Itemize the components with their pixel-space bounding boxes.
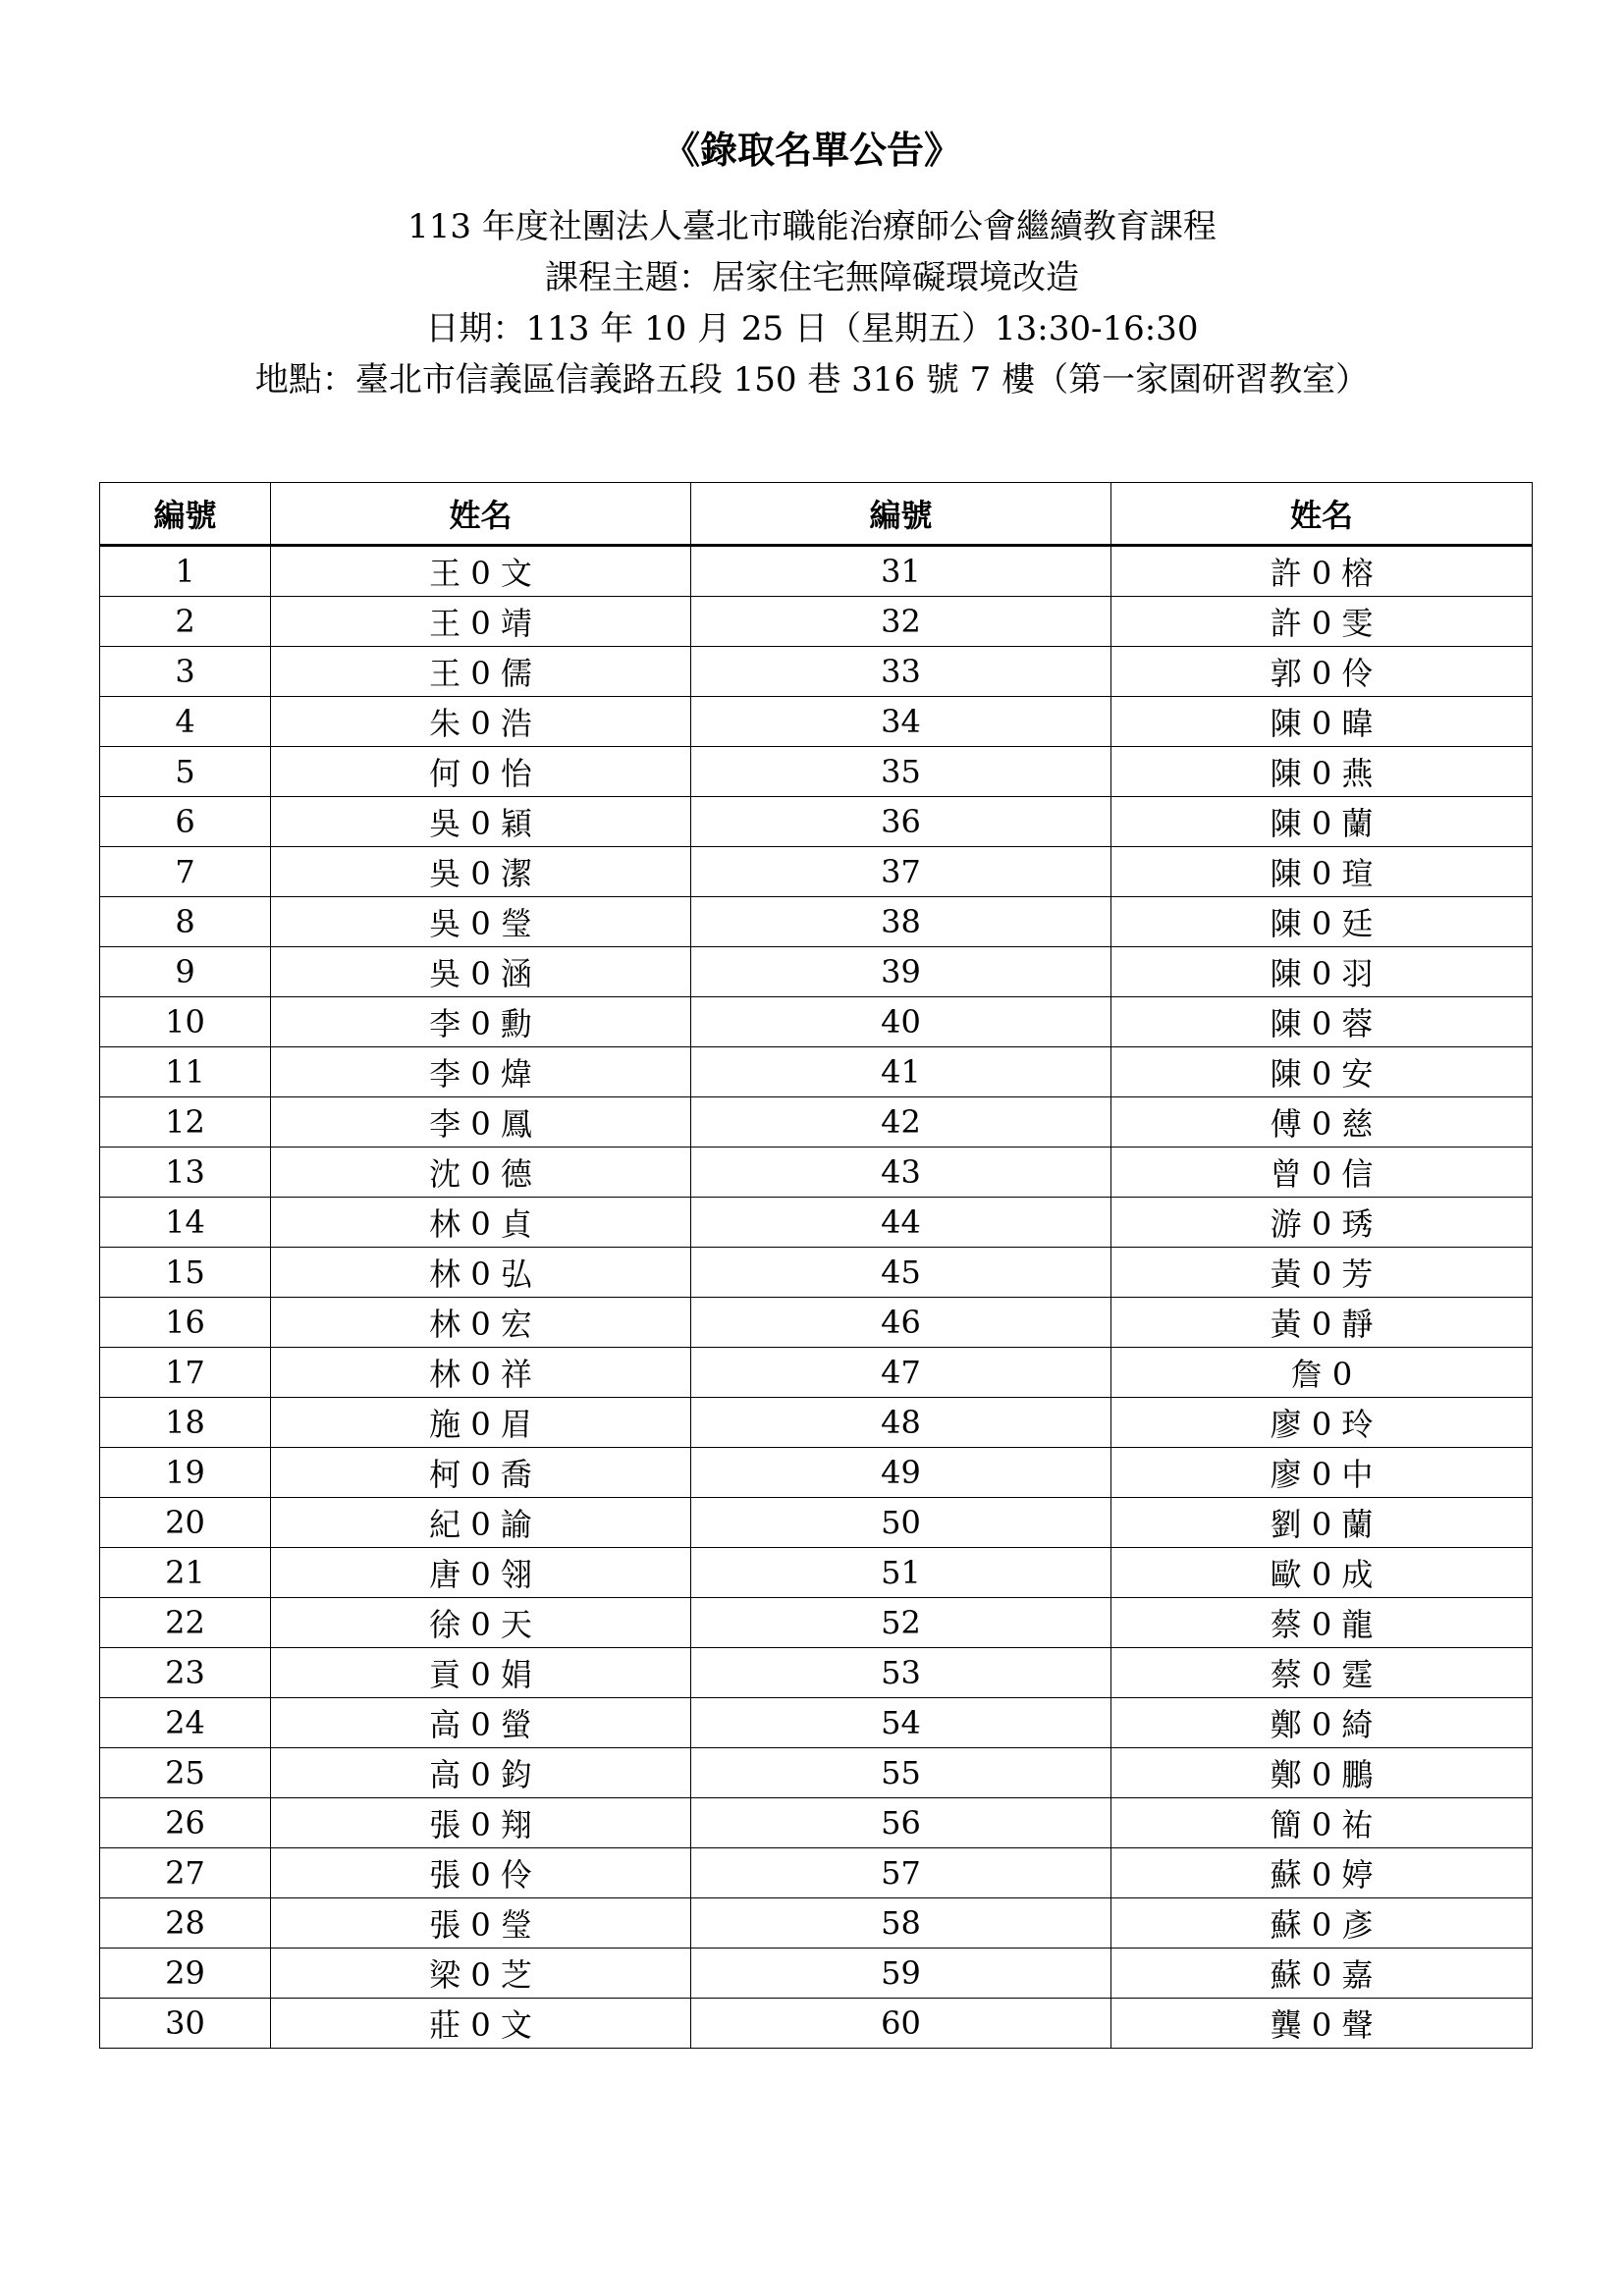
cell-number-right: 32 bbox=[691, 597, 1111, 647]
cell-name-left: 吳 0 瑩 bbox=[271, 897, 691, 947]
cell-name-right: 許 0 榕 bbox=[1111, 546, 1533, 597]
cell-number-left: 2 bbox=[100, 597, 271, 647]
cell-name-right: 蘇 0 婷 bbox=[1111, 1848, 1533, 1898]
cell-number-left: 16 bbox=[100, 1298, 271, 1348]
cell-name-left: 李 0 勳 bbox=[271, 997, 691, 1047]
cell-number-right: 53 bbox=[691, 1648, 1111, 1698]
table-row bbox=[100, 1298, 1533, 1348]
table-row bbox=[100, 897, 1533, 947]
cell-name-right: 廖 0 玲 bbox=[1111, 1398, 1533, 1448]
cell-number-right: 36 bbox=[691, 797, 1111, 847]
cell-number-left: 20 bbox=[100, 1498, 271, 1548]
cell-name-right: 鄭 0 鵬 bbox=[1111, 1748, 1533, 1798]
cell-name-left: 林 0 弘 bbox=[271, 1248, 691, 1298]
cell-number-right: 55 bbox=[691, 1748, 1111, 1798]
cell-number-left: 3 bbox=[100, 647, 271, 697]
course-date: 日期：113 年 10 月 25 日（星期五）13:30-16:30 bbox=[425, 309, 1199, 348]
table-row bbox=[100, 1748, 1533, 1798]
table-row bbox=[100, 1198, 1533, 1248]
cell-number-left: 26 bbox=[100, 1798, 271, 1848]
cell-number-right: 48 bbox=[691, 1398, 1111, 1448]
table-row bbox=[100, 1848, 1533, 1898]
cell-number-left: 5 bbox=[100, 747, 271, 797]
cell-name-right: 龔 0 聲 bbox=[1111, 1999, 1533, 2049]
table-row bbox=[100, 1648, 1533, 1698]
cell-number-left: 6 bbox=[100, 797, 271, 847]
cell-name-right: 陳 0 暐 bbox=[1111, 697, 1533, 747]
cell-name-right: 陳 0 燕 bbox=[1111, 747, 1533, 797]
cell-number-left: 17 bbox=[100, 1348, 271, 1398]
cell-name-right: 劉 0 蘭 bbox=[1111, 1498, 1533, 1548]
cell-name-right: 陳 0 廷 bbox=[1111, 897, 1533, 947]
cell-name-right: 詹 0 bbox=[1111, 1348, 1533, 1398]
cell-name-right: 歐 0 成 bbox=[1111, 1548, 1533, 1598]
cell-number-right: 60 bbox=[691, 1999, 1111, 2049]
cell-name-left: 林 0 宏 bbox=[271, 1298, 691, 1348]
cell-name-left: 林 0 貞 bbox=[271, 1198, 691, 1248]
cell-name-right: 曾 0 信 bbox=[1111, 1148, 1533, 1198]
course-topic: 課程主題：居家住宅無障礙環境改造 bbox=[545, 258, 1079, 297]
cell-name-left: 高 0 螢 bbox=[271, 1698, 691, 1748]
cell-number-left: 22 bbox=[100, 1598, 271, 1648]
cell-number-right: 44 bbox=[691, 1198, 1111, 1248]
cell-number-left: 19 bbox=[100, 1448, 271, 1498]
cell-name-right: 鄭 0 綺 bbox=[1111, 1698, 1533, 1748]
cell-number-right: 37 bbox=[691, 847, 1111, 897]
cell-number-left: 24 bbox=[100, 1698, 271, 1748]
table-row bbox=[100, 1348, 1533, 1398]
table-row bbox=[100, 1798, 1533, 1848]
cell-number-left: 28 bbox=[100, 1898, 271, 1949]
cell-name-left: 張 0 瑩 bbox=[271, 1898, 691, 1949]
cell-name-left: 施 0 眉 bbox=[271, 1398, 691, 1448]
table-row bbox=[100, 1148, 1533, 1198]
cell-name-left: 張 0 翔 bbox=[271, 1798, 691, 1848]
cell-number-left: 8 bbox=[100, 897, 271, 947]
cell-number-right: 42 bbox=[691, 1097, 1111, 1148]
cell-name-left: 張 0 伶 bbox=[271, 1848, 691, 1898]
cell-name-left: 王 0 儒 bbox=[271, 647, 691, 697]
table-row bbox=[100, 1047, 1533, 1097]
cell-name-right: 陳 0 蘭 bbox=[1111, 797, 1533, 847]
cell-number-right: 38 bbox=[691, 897, 1111, 947]
cell-name-right: 廖 0 中 bbox=[1111, 1448, 1533, 1498]
cell-name-right: 黃 0 芳 bbox=[1111, 1248, 1533, 1298]
cell-number-left: 30 bbox=[100, 1999, 271, 2049]
cell-name-left: 李 0 鳳 bbox=[271, 1097, 691, 1148]
table-row bbox=[100, 1498, 1533, 1548]
cell-name-left: 莊 0 文 bbox=[271, 1999, 691, 2049]
cell-number-right: 54 bbox=[691, 1698, 1111, 1748]
cell-name-left: 何 0 怡 bbox=[271, 747, 691, 797]
cell-number-right: 50 bbox=[691, 1498, 1111, 1548]
table-row bbox=[100, 1999, 1533, 2049]
cell-number-left: 14 bbox=[100, 1198, 271, 1248]
table-row bbox=[100, 1698, 1533, 1748]
admission-roster-table bbox=[99, 482, 1533, 2049]
cell-number-right: 47 bbox=[691, 1348, 1111, 1398]
cell-number-left: 11 bbox=[100, 1047, 271, 1097]
cell-name-left: 徐 0 天 bbox=[271, 1598, 691, 1648]
cell-name-left: 吳 0 潔 bbox=[271, 847, 691, 897]
cell-number-right: 58 bbox=[691, 1898, 1111, 1949]
cell-number-left: 18 bbox=[100, 1398, 271, 1448]
cell-name-left: 唐 0 翎 bbox=[271, 1548, 691, 1598]
table-row bbox=[100, 1448, 1533, 1498]
table-row bbox=[100, 1398, 1533, 1448]
cell-name-right: 黃 0 靜 bbox=[1111, 1298, 1533, 1348]
cell-name-left: 李 0 煒 bbox=[271, 1047, 691, 1097]
cell-name-left: 朱 0 浩 bbox=[271, 697, 691, 747]
table-row bbox=[100, 1898, 1533, 1949]
table-row bbox=[100, 1548, 1533, 1598]
column-header-name-left: 姓名 bbox=[271, 483, 691, 546]
cell-number-left: 23 bbox=[100, 1648, 271, 1698]
cell-number-left: 27 bbox=[100, 1848, 271, 1898]
table-row bbox=[100, 1097, 1533, 1148]
table-row bbox=[100, 1248, 1533, 1298]
cell-name-left: 紀 0 諭 bbox=[271, 1498, 691, 1548]
cell-name-right: 陳 0 羽 bbox=[1111, 947, 1533, 997]
cell-name-right: 簡 0 祐 bbox=[1111, 1798, 1533, 1848]
table-row bbox=[100, 1949, 1533, 1999]
cell-name-left: 貢 0 娟 bbox=[271, 1648, 691, 1698]
cell-name-left: 吳 0 涵 bbox=[271, 947, 691, 997]
cell-number-left: 9 bbox=[100, 947, 271, 997]
cell-name-left: 柯 0 喬 bbox=[271, 1448, 691, 1498]
cell-name-right: 陳 0 瑄 bbox=[1111, 847, 1533, 897]
table-row bbox=[100, 597, 1533, 647]
cell-number-left: 13 bbox=[100, 1148, 271, 1198]
cell-name-right: 游 0 琇 bbox=[1111, 1198, 1533, 1248]
table-row bbox=[100, 797, 1533, 847]
cell-number-right: 35 bbox=[691, 747, 1111, 797]
cell-number-right: 45 bbox=[691, 1248, 1111, 1298]
cell-name-right: 蘇 0 彥 bbox=[1111, 1898, 1533, 1949]
cell-number-right: 33 bbox=[691, 647, 1111, 697]
announcement-header bbox=[0, 201, 1624, 405]
cell-name-right: 陳 0 蓉 bbox=[1111, 997, 1533, 1047]
page-title: 《錄取名單公告》 bbox=[662, 128, 961, 172]
cell-name-right: 郭 0 伶 bbox=[1111, 647, 1533, 697]
cell-name-right: 蔡 0 霆 bbox=[1111, 1648, 1533, 1698]
cell-number-left: 4 bbox=[100, 697, 271, 747]
cell-name-left: 吳 0 穎 bbox=[271, 797, 691, 847]
cell-number-right: 39 bbox=[691, 947, 1111, 997]
cell-name-right: 許 0 雯 bbox=[1111, 597, 1533, 647]
table-row bbox=[100, 647, 1533, 697]
cell-number-right: 52 bbox=[691, 1598, 1111, 1648]
column-header-number-right: 編號 bbox=[691, 483, 1111, 546]
cell-number-right: 59 bbox=[691, 1949, 1111, 1999]
cell-number-right: 51 bbox=[691, 1548, 1111, 1598]
cell-name-right: 蘇 0 嘉 bbox=[1111, 1949, 1533, 1999]
cell-number-left: 1 bbox=[100, 546, 271, 597]
cell-number-left: 21 bbox=[100, 1548, 271, 1598]
cell-number-left: 10 bbox=[100, 997, 271, 1047]
cell-number-left: 25 bbox=[100, 1748, 271, 1798]
course-name: 113 年度社團法人臺北市職能治療師公會繼續教育課程 bbox=[407, 207, 1217, 246]
table-row bbox=[100, 997, 1533, 1047]
cell-number-right: 41 bbox=[691, 1047, 1111, 1097]
cell-number-left: 7 bbox=[100, 847, 271, 897]
table-row bbox=[100, 546, 1533, 597]
cell-name-left: 林 0 祥 bbox=[271, 1348, 691, 1398]
cell-name-left: 高 0 鈞 bbox=[271, 1748, 691, 1798]
table-body bbox=[100, 546, 1533, 2049]
cell-number-right: 46 bbox=[691, 1298, 1111, 1348]
cell-name-left: 梁 0 芝 bbox=[271, 1949, 691, 1999]
table-header-row bbox=[100, 483, 1533, 546]
column-header-number-left: 編號 bbox=[100, 483, 271, 546]
cell-number-right: 31 bbox=[691, 546, 1111, 597]
table-row bbox=[100, 847, 1533, 897]
cell-number-left: 12 bbox=[100, 1097, 271, 1148]
cell-number-right: 56 bbox=[691, 1798, 1111, 1848]
course-location: 地點：臺北市信義區信義路五段 150 巷 316 號 7 樓（第一家園研習教室） bbox=[254, 360, 1370, 400]
cell-name-left: 沈 0 德 bbox=[271, 1148, 691, 1198]
cell-number-right: 57 bbox=[691, 1848, 1111, 1898]
cell-number-right: 49 bbox=[691, 1448, 1111, 1498]
cell-name-left: 王 0 靖 bbox=[271, 597, 691, 647]
cell-number-right: 40 bbox=[691, 997, 1111, 1047]
cell-name-right: 傅 0 慈 bbox=[1111, 1097, 1533, 1148]
table-row bbox=[100, 1598, 1533, 1648]
column-header-name-right: 姓名 bbox=[1111, 483, 1533, 546]
cell-number-left: 29 bbox=[100, 1949, 271, 1999]
cell-name-right: 蔡 0 龍 bbox=[1111, 1598, 1533, 1648]
table-row bbox=[100, 697, 1533, 747]
cell-name-left: 王 0 文 bbox=[271, 546, 691, 597]
cell-name-right: 陳 0 安 bbox=[1111, 1047, 1533, 1097]
table-row bbox=[100, 947, 1533, 997]
cell-number-left: 15 bbox=[100, 1248, 271, 1298]
cell-number-right: 43 bbox=[691, 1148, 1111, 1198]
cell-number-right: 34 bbox=[691, 697, 1111, 747]
table-row bbox=[100, 747, 1533, 797]
